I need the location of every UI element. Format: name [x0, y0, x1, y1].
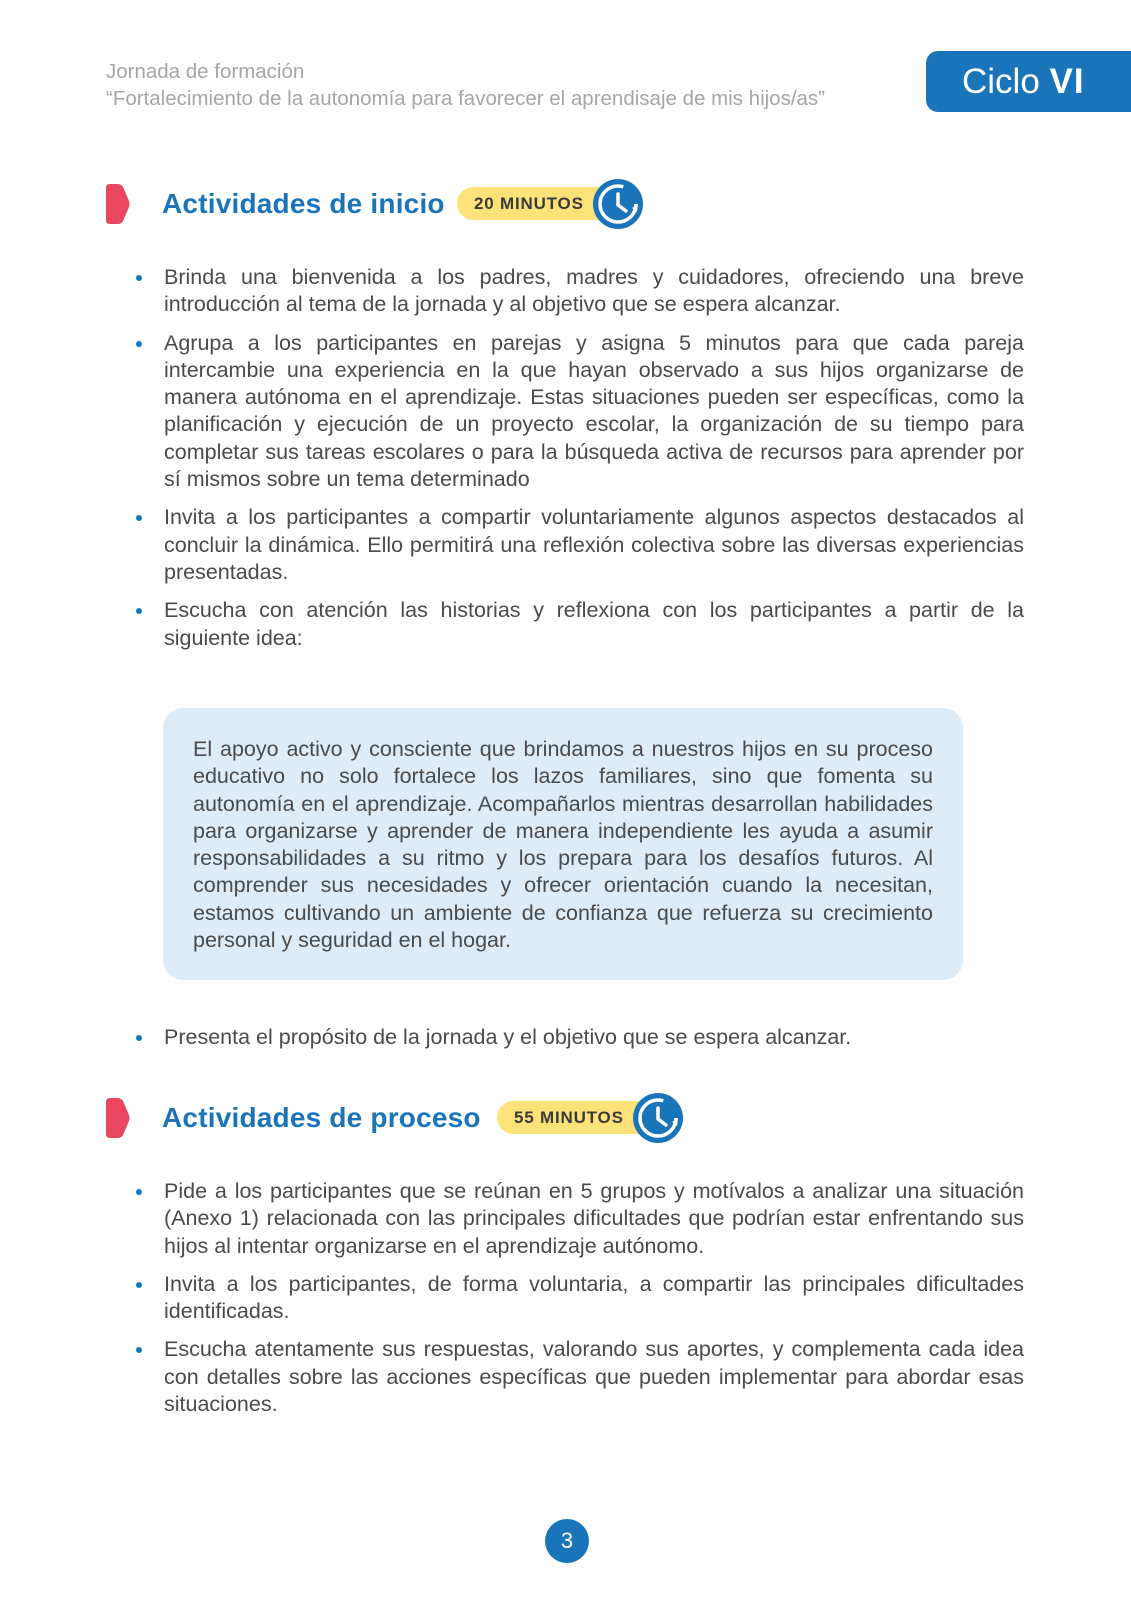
list-item [164, 597, 1024, 652]
cycle-tab [926, 51, 1131, 112]
bullet-icon [136, 1189, 142, 1195]
list-item-text: Brinda una bienvenida a los padres, madres y cuidadores, ofreciendo una breve introducción al tema de la jornada y al objetivo que se espera alcanzar. [164, 265, 1024, 317]
list-item-text: Presenta el propósito de la jornada y el objetivo que se espera alcanzar. [164, 1025, 852, 1049]
section-marker-icon [106, 1098, 130, 1138]
page-number: 3 [545, 1519, 589, 1563]
list-item [164, 1178, 1024, 1260]
list-item-text: Invita a los participantes a compartir voluntariamente algunos aspectos destacados al concluir la dinámica. Ello permitirá una reflexión colectiva sobre las diversas experiencias presentadas. [164, 505, 1024, 584]
bullet-icon [136, 608, 142, 614]
reflection-quote-box [163, 708, 963, 980]
clock-icon [592, 178, 644, 230]
list-proceso [164, 1178, 1024, 1429]
list-item-text: Agrupa a los participantes en parejas y asigna 5 minutos para que cada pareja intercambie una experiencia en la que hayan observado a sus hijos organizarse de manera autónoma en el aprendizaje. Estas situaciones pueden ser específicas, como la planificación y ejecución de un proyecto escolar, la organización de su tiempo para completar sus tareas escolares o para la búsqueda activa de recursos para aprender por sí mismos sobre un tema determinado [164, 330, 1024, 492]
list-inicio [164, 264, 1024, 663]
section-heading-proceso [106, 1092, 726, 1152]
list-item [164, 330, 1024, 494]
list-item [164, 1336, 1024, 1418]
document-header [106, 58, 825, 112]
bullet-icon [136, 1282, 142, 1288]
header-event-title: “Fortalecimiento de la autonomía para favorecer el aprendisaje de mis hijos/as” [106, 87, 826, 110]
list-inicio-after [164, 1024, 1024, 1062]
list-item [164, 504, 1024, 586]
header-event-name: Jornada de formación [106, 60, 305, 83]
list-item [164, 264, 1024, 319]
clock-icon [632, 1092, 684, 1144]
cycle-label: Ciclo [962, 62, 1040, 101]
bullet-icon [136, 275, 142, 281]
section-heading-inicio [106, 178, 706, 238]
list-item-text: Pide a los participantes que se reúnan en 5 grupos y motívalos a analizar una situación (Anexo 1) relacionada con las principales dificultades que podrían estar enfrentando sus hijos al intentar organizarse en el aprendizaje autónomo. [164, 1179, 1024, 1258]
bullet-icon [136, 515, 142, 521]
list-item [164, 1271, 1024, 1326]
section-marker-icon [106, 184, 130, 224]
reflection-quote-text: El apoyo activo y consciente que brindamos a nuestros hijos en su proceso educativo no solo fortalece los lazos familiares, sino que fomenta su autonomía en el aprendizaje. Acompañarlos mientras desarrollan habilidades para organizarse y aprender de manera independiente les ayuda a asumir responsabilidades a su ritmo y los prepara para los desafíos futuros. Al comprender sus necesidades y ofrecer orientación cuando la necesitan, estamos cultivando un ambiente de confianza que refuerza su crecimiento personal y seguridad en el hogar. [193, 737, 933, 953]
time-badge-label: 55 MINUTOS [514, 1108, 624, 1127]
section-title: Actividades de inicio [162, 188, 445, 219]
list-item [164, 1024, 1024, 1051]
section-title: Actividades de proceso [162, 1102, 481, 1133]
bullet-icon [136, 1035, 142, 1041]
list-item-text: Escucha con atención las historias y reflexiona con los participantes a partir de la siguiente idea: [164, 598, 1024, 650]
cycle-number: VI [1049, 62, 1085, 101]
bullet-icon [136, 1347, 142, 1353]
time-badge-label: 20 MINUTOS [474, 194, 584, 213]
list-item-text: Invita a los participantes, de forma voluntaria, a compartir las principales dificultades identificadas. [164, 1271, 1024, 1324]
bullet-icon [136, 341, 142, 347]
list-item-text: Escucha atentamente sus respuestas, valorando sus aportes, y complementa cada idea con detalles sobre las acciones específicas que pueden implementar para abordar esas situaciones. [164, 1337, 1024, 1417]
